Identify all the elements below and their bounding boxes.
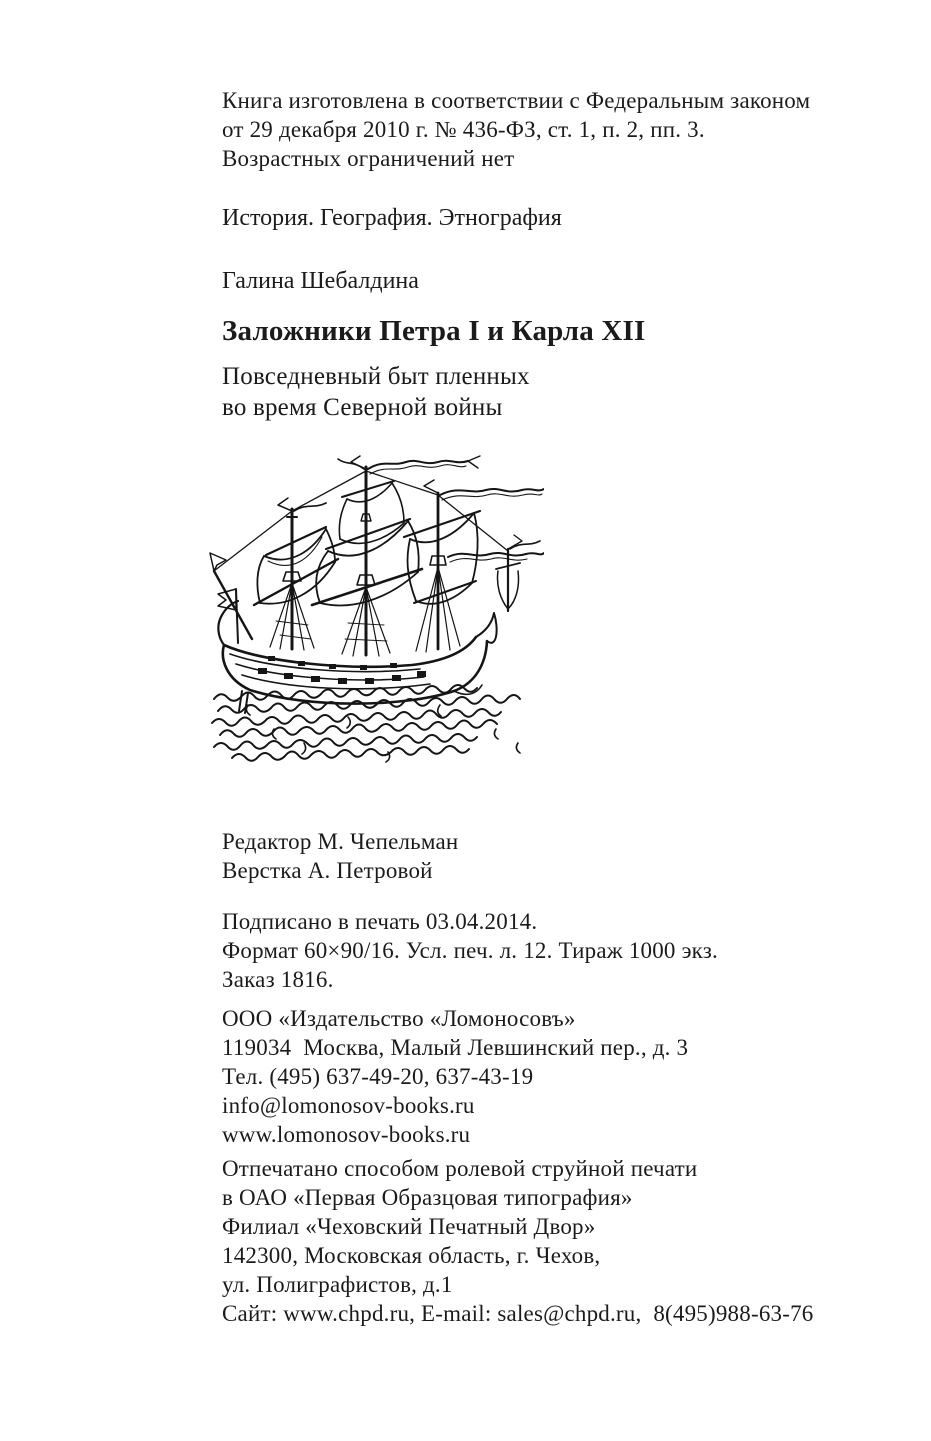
subtitle-line: во время Северной войны	[222, 394, 503, 421]
editor-credit: Редактор М. Чепельман	[222, 829, 459, 854]
legal-line: от 29 декабря 2010 г. № 436-ФЗ, ст. 1, п. 2, пп. 3.	[222, 117, 705, 142]
publisher-email: info@lomonosov-books.ru	[222, 1093, 475, 1118]
book-subtitle	[222, 361, 882, 423]
book-title: Заложники Петра I и Карла XII	[222, 315, 646, 347]
printing-method-line: Отпечатано способом ролевой струйной печати	[222, 1156, 698, 1181]
publisher-address: 119034 Москва, Малый Левшинский пер., д. 3	[222, 1035, 689, 1060]
imprint-content	[222, 86, 882, 1328]
publisher-phone: Тел. (495) 637-49-20, 637-43-19	[222, 1064, 534, 1089]
printing-contacts-line: Сайт: www.chpd.ru, E-mail: sales@chpd.ru, 8(495)988-63-76	[222, 1301, 814, 1326]
legal-line: Возрастных ограничений нет	[222, 146, 515, 171]
printing-address-line: 142300, Московская область, г. Чехов,	[222, 1243, 601, 1268]
legal-line: Книга изготовлена в соответствии с Федеральным законом	[222, 88, 811, 113]
printing-house-block	[222, 1154, 882, 1328]
printing-house-name: в ОАО «Первая Образцовая типография»	[222, 1185, 633, 1210]
sailing-ship-woodcut-icon	[208, 453, 544, 765]
series-title: История. География. Этнография	[222, 205, 562, 231]
print-details-block	[222, 907, 882, 994]
publisher-name: ООО «Издательство «Ломоносовъ»	[222, 1006, 576, 1031]
publisher-block	[222, 1004, 882, 1149]
ship-engraving-illustration	[208, 453, 544, 765]
printing-branch-name: Филиал «Чеховский Печатный Двор»	[222, 1214, 596, 1239]
format-circulation-line: Формат 60×90/16. Усл. печ. л. 12. Тираж 1000 экз.	[222, 938, 718, 963]
credits-block	[222, 827, 882, 885]
layout-credit: Верстка А. Петровой	[222, 858, 433, 883]
age-restriction-legal-notice	[222, 86, 882, 173]
print-date-line: Подписано в печать 03.04.2014.	[222, 909, 538, 934]
publisher-website: www.lomonosov-books.ru	[222, 1122, 471, 1147]
order-number-line: Заказ 1816.	[222, 967, 334, 992]
author-name: Галина Шебалдина	[222, 268, 419, 294]
printing-street-line: ул. Полиграфистов, д.1	[222, 1272, 453, 1297]
subtitle-line: Повседневный быт пленных	[222, 363, 530, 390]
